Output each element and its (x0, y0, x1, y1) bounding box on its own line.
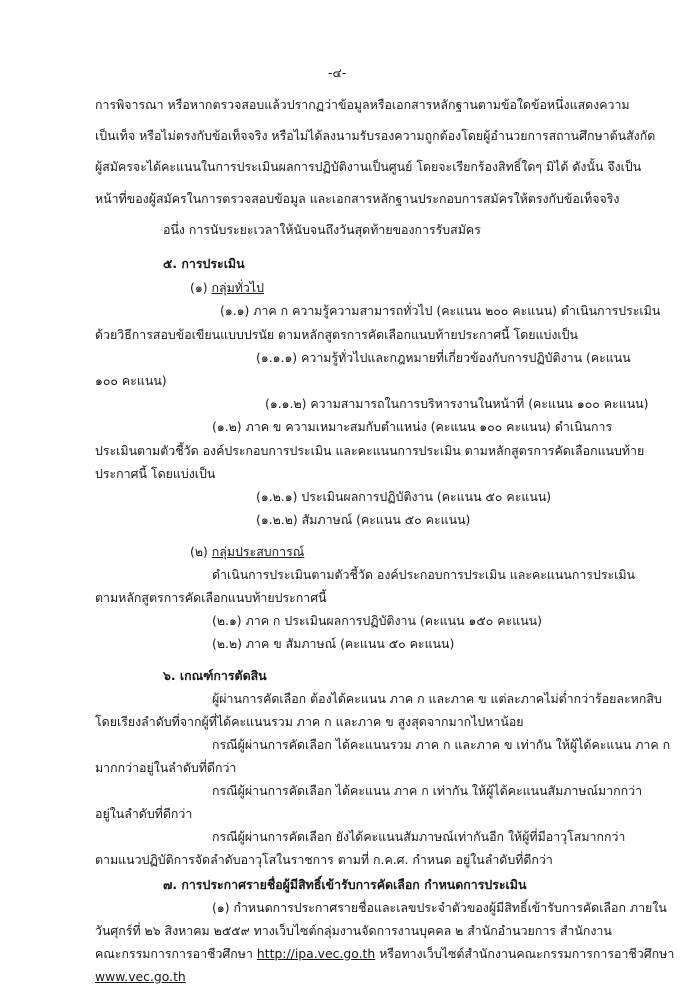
item-1-2-line-2: ประเมินตามตัวชี้วัด องค์ประกอบการประเมิน และคะแนนการประเมิน ตามหลักสูตรการคัดเลือกแนบท้าย (95, 443, 645, 458)
item-1-1-2: (๑.๑.๒) ความสามารถในการบริหารงานในหน้าที่ (คะแนน ๑๐๐ คะแนน) (265, 396, 649, 411)
announce-item-1-line-1: (๑) กำหนดการประกาศรายชื่อและเลขประจำตัวของผู้มีสิทธิ์เข้ารับการคัดเลือก ภายใน (212, 900, 667, 915)
ipa-website-link[interactable]: http://ipa.vec.go.th (256, 946, 376, 961)
item-2-2: (๒.๒) ภาค ข สัมภาษณ์ (คะแนน ๕๐ คะแนน) (212, 636, 455, 651)
group-1-label (190, 279, 264, 297)
group-2-desc-line-2: ตามหลักสูตรการคัดเลือกแนบท้ายประกาศนี้ (95, 590, 327, 605)
item-2-1: (๒.๑) ภาค ก ประเมินผลการปฏิบัติงาน (คะแนน ๑๕๐ คะแนน) (212, 613, 542, 628)
vec-website-link[interactable]: www.vec.go.th (95, 969, 186, 984)
announce-item-1-line-2: วันศุกร์ที่ ๒๖ สิงหาคม ๒๕๕๙ ทางเว็บไซต์กลุ่มงานจัดการงานบุคคล ๒ สำนักอำนวยการ สำนักงาน (95, 923, 612, 938)
item-1-1-line-1: (๑.๑) ภาค ก ความรู้ความสามารถทั่วไป (คะแนน ๒๐๐ คะแนน) ดำเนินการประเมิน (220, 303, 661, 318)
criteria-3-line-1: กรณีผู้ผ่านการคัดเลือก ได้คะแนน ภาค ก เท่ากัน ให้ผู้ได้คะแนนสัมภาษณ์มากกว่า (212, 783, 643, 798)
intro-note: อนึ่ง การนับระยะเวลาให้นับจนถึงวันสุดท้ายของการรับสมัคร (163, 222, 481, 237)
section-5-heading: ๕. การประเมิน (163, 256, 245, 271)
criteria-4-line-2: ตามแนวปฏิบัติการจัดลำดับอาวุโสในราชการ ตามที่ ก.ค.ศ. กำหนด อยู่ในลำดับที่ดีกว่า (95, 852, 553, 867)
criteria-2-line-2: มากกว่าอยู่ในลำดับที่ดีกว่า (95, 760, 237, 775)
intro-line-4: หน้าที่ของผู้สมัครในการตรวจสอบข้อมูล และเอกสารหลักฐานประกอบการสมัครให้ตรงกับข้อเท็จจริง (95, 191, 620, 206)
intro-line-3: ผู้สมัครจะได้คะแนนในการประเมินผลการปฏิบัติงานเป็นศูนย์ โดยจะเรียกร้องสิทธิ์ใดๆ มิได้ ดังนั้น จึงเป็น (95, 159, 642, 174)
announce-line-3-prefix: คณะกรรมการการอาชีวศึกษา (95, 946, 253, 961)
item-1-1-line-2: ด้วยวิธีการสอบข้อเขียนแบบปรนัย ตามหลักสูตรการคัดเลือกแนบท้ายประกาศนี้ โดยแบ่งเป็น (95, 327, 578, 342)
intro-line-2: เป็นเท็จ หรือไม่ตรงกับข้อเท็จจริง หรือไม่ได้ลงนามรับรองความถูกต้องโดยผู้อำนวยการสถานศึกษาต้นสังกัด (95, 128, 656, 143)
announce-line-3-suffix: หรือทางเว็บไซต์สำนักงานคณะกรรมการการอาชีวศึกษา (379, 946, 675, 961)
criteria-2-line-1: กรณีผู้ผ่านการคัดเลือก ได้คะแนนรวม ภาค ก และภาค ข เท่ากัน ให้ผู้ได้คะแนน ภาค ก (212, 737, 671, 752)
criteria-1-line-1: ผู้ผ่านการคัดเลือก ต้องได้คะแนน ภาค ก และภาค ข แต่ละภาคไม่ต่ำกว่าร้อยละหกสิบ (212, 691, 662, 706)
criteria-1-line-2: โดยเรียงลำดับที่จากผู้ที่ได้คะแนนรวม ภาค ก และภาค ข สูงสุดจากมากไปหาน้อย (95, 714, 524, 729)
section-6-heading: ๖. เกณฑ์การตัดสิน (163, 668, 267, 683)
page-number: -๔- (328, 65, 347, 80)
item-1-2-1: (๑.๒.๑) ประเมินผลการปฏิบัติงาน (คะแนน ๕๐ คะแนน) (256, 489, 552, 504)
group-2-label (190, 543, 304, 561)
group-2-number: (๒) (190, 544, 208, 559)
group-1-title: กลุ่มทั่วไป (211, 280, 264, 295)
item-1-2-2: (๑.๒.๒) สัมภาษณ์ (คะแนน ๕๐ คะแนน) (256, 512, 471, 527)
group-1-number: (๑) (190, 280, 208, 295)
announce-item-1-line-4 (95, 968, 186, 986)
item-1-2-line-3: ประกาศนี้ โดยแบ่งเป็น (95, 466, 216, 481)
criteria-4-line-1: กรณีผู้ผ่านการคัดเลือก ยังได้คะแนนสัมภาษณ์เท่ากันอีก ให้ผู้ที่มีอาวุโสมากกว่า (212, 829, 626, 844)
group-2-title: กลุ่มประสบการณ์ (211, 544, 305, 559)
intro-line-1: การพิจารณา หรือหากตรวจสอบแล้วปรากฏว่าข้อมูลหรือเอกสารหลักฐานตามข้อใดข้อหนึ่งแสดงความ (95, 97, 630, 112)
item-1-1-1-line-2: ๑๐๐ คะแนน) (95, 373, 167, 388)
criteria-3-line-2: อยู่ในลำดับที่ดีกว่า (95, 806, 193, 821)
item-1-2-line-1: (๑.๒) ภาค ข ความเหมาะสมกับตำแหน่ง (คะแนน ๑๐๐ คะแนน) ดำเนินการ (212, 419, 613, 434)
item-1-1-1-line-1: (๑.๑.๑) ความรู้ทั่วไปและกฎหมายที่เกี่ยวข้องกับการปฏิบัติงาน (คะแนน (256, 350, 631, 365)
section-7-heading: ๗. การประกาศรายชื่อผู้มีสิทธิ์เข้ารับการคัดเลือก กำหนดการประเมิน (163, 877, 527, 892)
announce-item-1-line-3 (95, 945, 674, 963)
group-2-desc-line-1: ดำเนินการประเมินตามตัวชี้วัด องค์ประกอบการประเมิน และคะแนนการประเมิน (212, 567, 636, 582)
